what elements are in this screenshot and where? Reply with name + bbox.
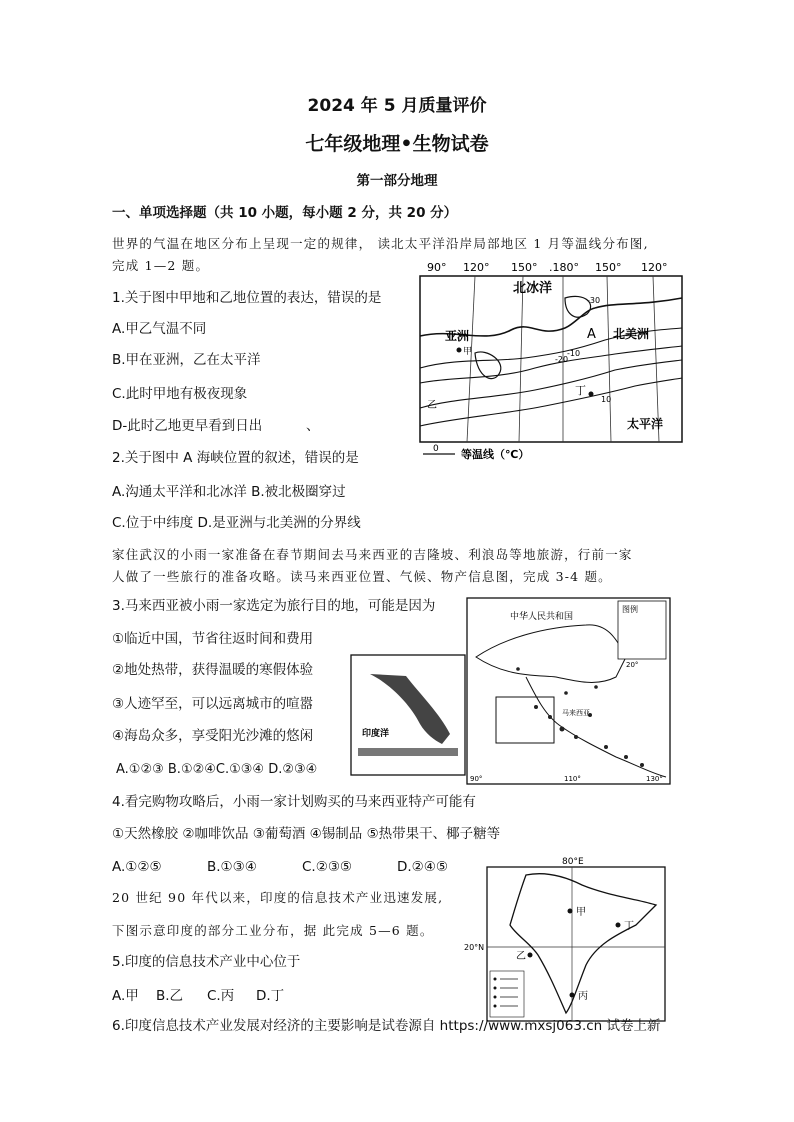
question-4-option-c: C.②③⑤	[302, 859, 353, 875]
inset-sea-label: 印度洋	[362, 729, 390, 739]
point-ding-label: 丁	[575, 384, 586, 397]
map1-lon-label: .180°	[549, 261, 579, 274]
intro-1-line-1: 世界的气温在地区分布上呈现一定的规律， 读北太平洋沿岸局部地区 1 月等温线分布图,	[112, 236, 649, 251]
question-1-option-a: A.甲乙气温不同	[112, 321, 207, 337]
north-america-label: 北美洲	[613, 327, 650, 341]
kamchatka	[475, 352, 501, 379]
question-3-option-3: ③人迹罕至，可以远离城市的喧嚣	[112, 696, 314, 712]
question-1-stem: 1.关于图中甲地和乙地位置的表达，错误的是	[112, 290, 382, 306]
point-yi-label: 乙	[427, 400, 437, 411]
map3-lat-label: 20°N	[464, 943, 485, 952]
point-yi-label: 乙	[516, 951, 526, 962]
map1-lon-label: 120°	[641, 261, 668, 274]
country-label: 中华人民共和国	[510, 612, 574, 622]
map2-lon-label: 130°	[646, 775, 663, 783]
point-jia-marker	[457, 348, 462, 353]
question-6-text: 6.印度信息技术产业发展对经济的主要影响是	[112, 1018, 382, 1034]
question-4-items: ①天然橡胶 ②咖啡饮品 ③葡萄酒 ④锡制品 ⑤热带果干、椰子糖等	[112, 826, 501, 842]
point-jia-label: 甲	[463, 347, 473, 357]
map2-lon-label: 110°	[564, 775, 581, 783]
question-4-stem: 4.看完购物攻略后，小雨一家计划购买的马来西亚特产可能有	[112, 794, 476, 810]
map2-lon-label: 90°	[470, 775, 483, 783]
intro-3-line-2: 下图示意印度的部分工业分布，据 此完成 5—6 题。	[112, 923, 434, 938]
watermark-text: 试卷源自 https://www.mxsj063.cn 试卷上新	[381, 1018, 661, 1034]
asia-label: 亚洲	[445, 329, 470, 343]
malaysia-inset-map	[350, 654, 466, 776]
question-1-option-c: C.此时甲地有极夜现象	[112, 386, 248, 402]
part-heading: 第一部分地理	[356, 173, 438, 189]
intro-2-line-1: 家住武汉的小雨一家准备在春节期间去马来西亚的吉隆坡、利浪岛等地旅游，行前一家	[112, 547, 633, 562]
question-3-option-2: ②地处热带，获得温暖的寒假体验	[112, 662, 314, 678]
question-5-option-a: A.甲	[112, 988, 139, 1004]
arctic-ocean-label: 北冰洋	[513, 281, 553, 296]
question-1-option-d: D-此时乙地更早看到日出	[112, 418, 263, 434]
southeast-asia-map	[466, 597, 671, 785]
point-ding-marker	[589, 392, 594, 397]
isotherm-value: -30	[587, 296, 601, 305]
exam-subtitle: 七年级地理•生物试卷	[305, 133, 489, 155]
intro-3-line-1: 20 世纪 90 年代以来，印度的信息技术产业迅速发展,	[112, 890, 444, 905]
question-2-stem: 2.关于图中 A 海峡位置的叙述，错误的是	[112, 450, 359, 466]
lat-label: 20°	[626, 661, 639, 669]
question-5-option-c: C.丙	[207, 988, 235, 1004]
question-4-option-a: A.①②⑤	[112, 859, 162, 875]
map2-legend-title: 图例	[622, 605, 638, 614]
stray-mark: 、	[306, 418, 320, 434]
map1-lon-label: 120°	[463, 261, 490, 274]
question-3-option-1: ①临近中国，节省往返时间和费用	[112, 631, 314, 647]
legend-text: 等温线（℃）	[461, 448, 530, 461]
question-3-stem: 3.马来西亚被小雨一家选定为旅行目的地，可能是因为	[112, 598, 436, 614]
map1-lon-label: 150°	[595, 261, 622, 274]
question-3-option-4: ④海岛众多，享受阳光沙滩的悠闲	[112, 728, 314, 744]
isotherm-map	[415, 258, 687, 462]
pacific-ocean-label: 太平洋	[627, 417, 664, 431]
question-5-option-b: B.乙	[156, 988, 184, 1004]
question-5-option-d: D.丁	[256, 988, 285, 1004]
india-industry-map	[464, 855, 666, 1023]
question-4-option-d: D.②④⑤	[397, 859, 448, 875]
question-5-stem: 5.印度的信息技术产业中心位于	[112, 954, 301, 970]
question-4-option-b: B.①③④	[207, 859, 257, 875]
isotherm-value: -20	[555, 355, 569, 364]
question-2-options-cd: C.位于中纬度 D.是亚洲与北美洲的分界线	[112, 515, 361, 531]
intro-2-line-2: 人做了一些旅行的准备攻略。读马来西亚位置、气候、物产信息图，完成 3-4 题。	[112, 569, 612, 584]
question-1-option-b: B.甲在亚洲，乙在太平洋	[112, 352, 261, 368]
point-ding-label: 丁	[624, 921, 634, 932]
question-6-stem	[112, 1017, 661, 1035]
isotherm-value: -10	[567, 349, 581, 358]
map3-lon-label: 80°E	[562, 857, 584, 867]
map1-lon-label: 90°	[427, 261, 447, 274]
strait-a-label: A	[587, 327, 596, 342]
point-jia-label: 甲	[576, 907, 586, 918]
point-bing-label: 丙	[578, 991, 588, 1002]
malaysia-label: 马来西亚	[562, 709, 590, 717]
question-3-choices: A.①②③ B.①②④C.①③④ D.②③④	[116, 762, 318, 777]
map1-lon-label: 150°	[511, 261, 538, 274]
inset-scale-bar	[358, 748, 458, 756]
isotherm-value: 10	[601, 395, 612, 404]
exam-title: 2024 年 5 月质量评价	[307, 96, 487, 116]
question-2-options-ab: A.沟通太平洋和北冰洋 B.被北极圈穿过	[112, 484, 346, 500]
legend-value: 0	[433, 444, 439, 454]
intro-1-line-2: 完成 1—2 题。	[112, 258, 210, 273]
section-heading: 一、单项选择题（共 10 小题，每小题 2 分，共 20 分）	[112, 205, 458, 221]
